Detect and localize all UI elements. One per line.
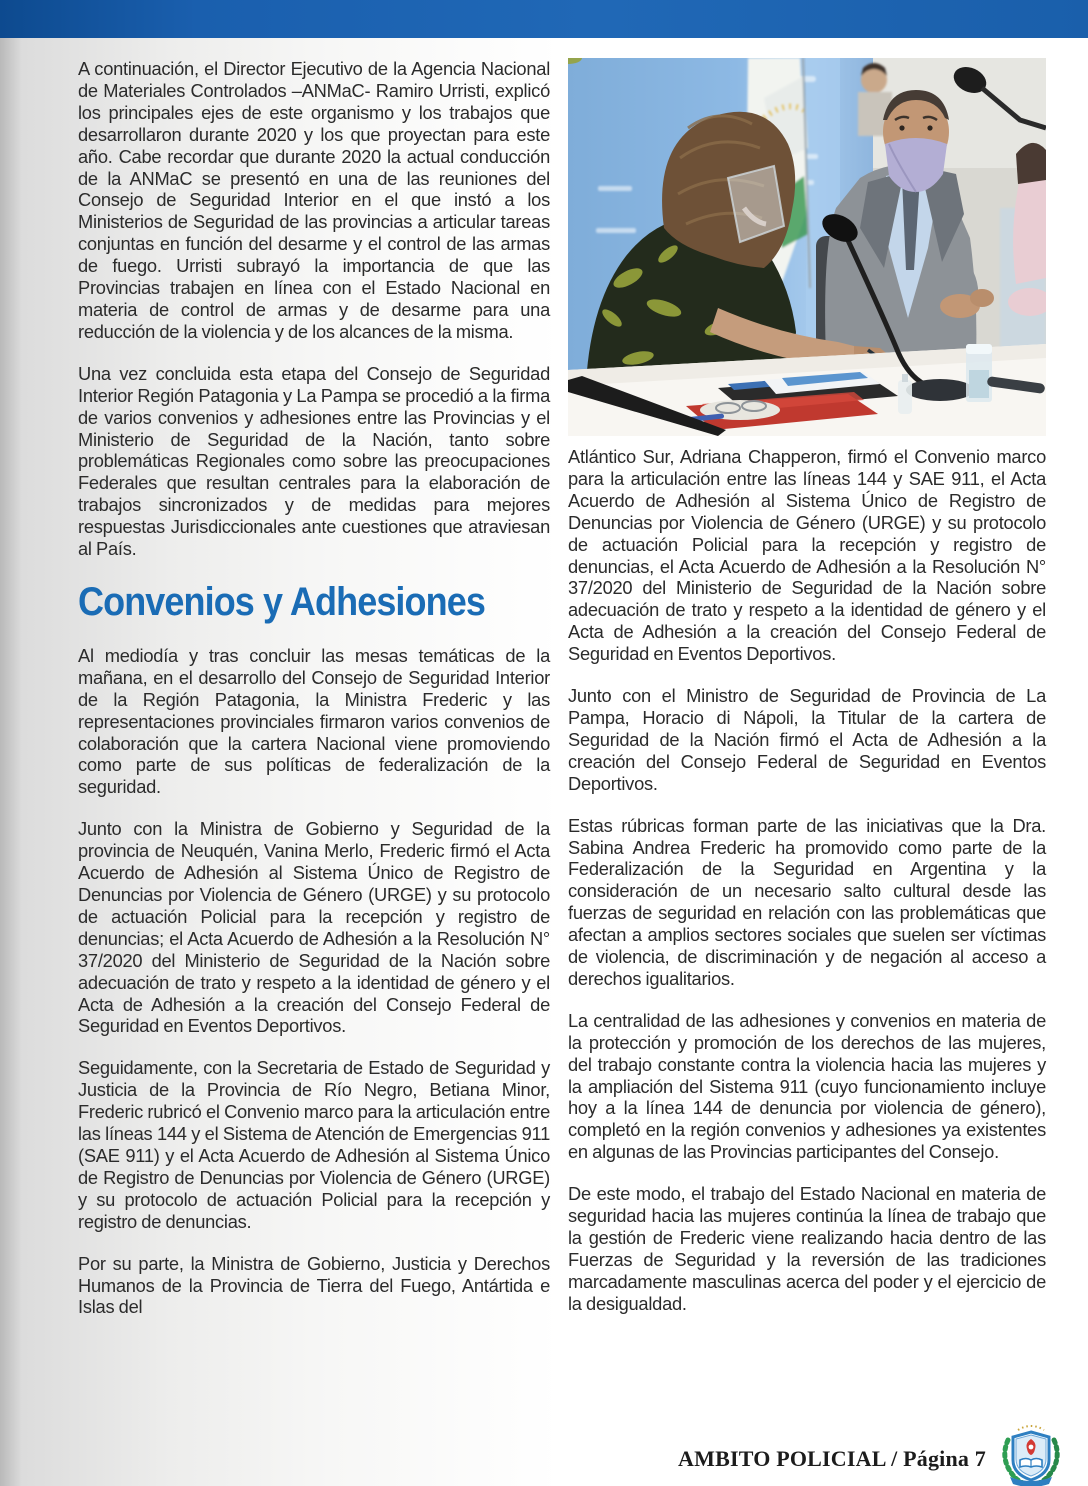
paragraph: Por su parte, la Ministra de Gobierno, Justicia y Derechos Humanos de la Provincia de Tierra del Fuego, Antártida e Islas del	[78, 1252, 550, 1318]
paragraph: Una vez concluida esta etapa del Consejo de Seguridad Interior Región Patagonia y La Pampa se procedió a la firma de varios convenios y adhesiones entre las Provincias y el Ministerio de Seguridad de la Nación, tanto sobre problemáticas Regionales como sobre las preocupaciones Federales que resultan centrales para la elaboración de trabajos sincronizados y de medidas para mejores respuestas Jurisdiccionales ante cuestiones que atraviesan al País.	[78, 362, 550, 560]
paragraph: Estas rúbricas forman parte de las iniciativas que la Dra. Sabina Andrea Frederic ha promovido como parte de la Federalización de la Seguridad en Argentina y la consideración de un necesario salto cultural desde las fuerzas de seguridad en relación con las problemáticas que afectan a amplios sectores sociales que suelen ser víctimas de violencia, de discriminación y de negación al acceso a derechos igualitarios.	[568, 814, 1046, 989]
paragraph: La centralidad de las adhesiones y convenios en materia de la protección y promoción de los derechos de las mujeres, del trabajo constante contra la violencia hacia las mujeres y la ampliación del Sistema 911 (cuyo funcionamiento incluye hoy a la línea 144 de denuncia por violencia de género), completó en la región convenios y adhesiones ya existentes en algunas de las Provincias participantes del Consejo.	[568, 1009, 1046, 1163]
paragraph: Junto con el Ministro de Seguridad de Provincia de La Pampa, Horacio di Nápoli, la Titular de la cartera de Seguridad de la Nación firmó el Acta de Adhesión a la creación del Consejo Federal de Seguridad en Eventos Deportivos.	[568, 685, 1046, 794]
paragraph: Junto con la Ministra de Gobierno y Seguridad de la provincia de Neuquén, Vanina Merlo, Frederic firmó el Acta Acuerdo de Adhesión al Sistema Único de Registro de Denuncias por Violencia de Género (URGE) y su protocolo de actuación Policial para la recepción y registro de denuncias; el Acta Acuerdo de Adhesión a la Resolución N° 37/2020 del Ministerio de Seguridad de la Nación sobre adecuación de trato y respeto a la identidad de género y el Acta de Adhesión a la creación del Consejo Federal de Seguridad en Eventos Deportivos.	[78, 818, 550, 1037]
paragraph: De este modo, el trabajo del Estado Nacional en materia de seguridad hacia las mujeres continúa la línea de trabajo que la gestión de Frederic viene realizando hacia dentro de las Fuerzas de Seguridad y la reversión de las tradiciones marcadamente masculinas acerca del poder y el ejercicio de la desigualdad.	[568, 1183, 1046, 1314]
top-blue-band	[0, 0, 1088, 38]
paragraph: A continuación, el Director Ejecutivo de la Agencia Nacional de Materiales Controlados –ANMaC- Ramiro Urristi, explicó los principales ejes de este organismo y los trabajos que desarrollaron durante 2020 y los que proyectan para este año. Cabe recordar que durante 2020 la actual conducción de la ANMaC se presentó en una de las reuniones del Consejo de Seguridad Interior en el que instó a los Ministerios de Seguridad de las provincias a articular tareas conjuntas en función del desarme y el control de las armas de fuego. Urristi subrayó la importancia de que las Provincias trabajen en línea con el Estado Nacional en materia de control de armas y de desarme para una reducción de la violencia y de los alcances de la misma.	[78, 58, 550, 342]
page-footer	[678, 1422, 1066, 1486]
section-heading: Convenios y Adhesiones	[78, 579, 485, 624]
paragraph: Al mediodía y tras concluir las mesas temáticas de la mañana, en el desarrollo del Consejo de Seguridad Interior de la Región Patagonia, la Ministra Frederic y las representaciones provinciales firmaron varios convenios de colaboración que la cartera Nacional viene promoviendo como parte de sus políticas de federalización de la seguridad.	[78, 644, 550, 798]
footer-text: AMBITO POLICIAL / Página 7	[678, 1446, 986, 1471]
police-crest-logo	[996, 1422, 1066, 1486]
paragraph: Seguidamente, con la Secretaria de Estado de Seguridad y Justicia de la Provincia de Río Negro, Betiana Minor, Frederic rubricó el Convenio marco para la articulación entre las líneas 144 y el Sistema de Atención de Emergencias 911 (SAE 911) y el Acta Acuerdo de Adhesión al Sistema Único de Registro de Denuncias por Violencia de Género (URGE) y su protocolo de actuación Policial para la recepción y registro de denuncias.	[78, 1057, 550, 1232]
right-column	[568, 58, 1046, 1318]
conference-signing-photo	[568, 58, 1046, 436]
left-column	[78, 58, 550, 1318]
paragraph: Atlántico Sur, Adriana Chapperon, firmó el Convenio marco para la articulación entre las líneas 144 y SAE 911, el Acta Acuerdo de Adhesión al Sistema Único de Registro de Denuncias por Violencia de Género (URGE) y su protocolo de actuación Policial para la recepción y registro de denuncias, el Acta Acuerdo de Adhesión a la Resolución N° 37/2020 del Ministerio de Seguridad de la Nación sobre adecuación de trato y respeto a la identidad de género y el Acta de Adhesión a la creación del Consejo Federal de Seguridad en Eventos Deportivos.	[568, 446, 1046, 665]
article-body	[78, 38, 1046, 1318]
